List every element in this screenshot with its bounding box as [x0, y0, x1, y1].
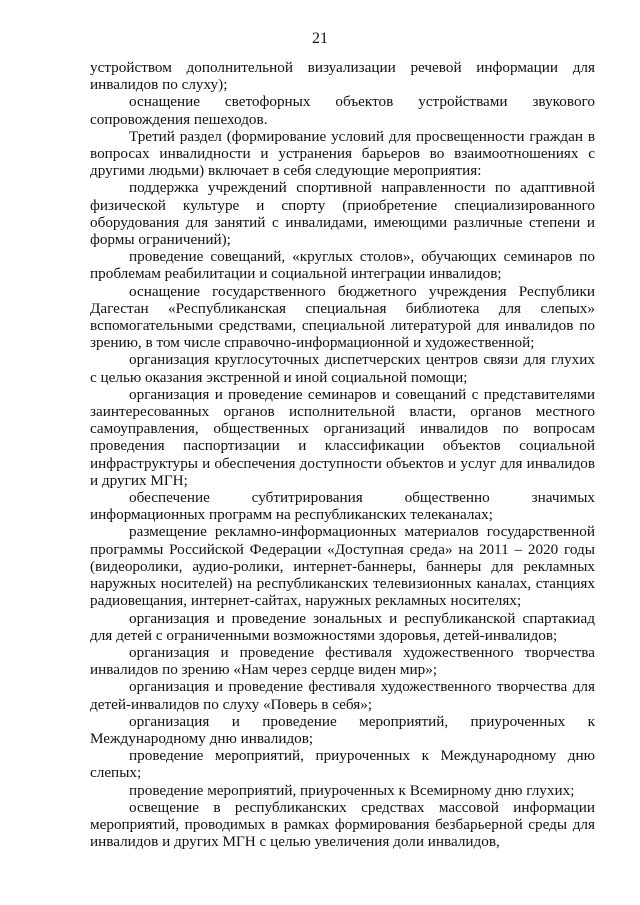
paragraph: оснащение светофорных объектов устройствами звукового сопровождения пешеходов.	[90, 93, 595, 128]
paragraph: проведение мероприятий, приуроченных к Всемирному дню глухих;	[129, 781, 575, 799]
paragraph: проведение мероприятий, приуроченных к Международному дню слепых;	[90, 747, 595, 782]
paragraph: организация и проведение семинаров и совещаний с представителями заинтересованных органов исполнительной власти, органов местного самоуправления, общественных организаций инвалидов по вопросам проведения паспортизации и классификации объектов социальной инфраструктуры и обеспечения доступности объектов и услуг для инвалидов и других МГН;	[90, 385, 595, 489]
page-number: 21	[312, 30, 328, 47]
paragraph: проведение совещаний, «круглых столов», обучающих семинаров по проблемам реабилитации и социальной интеграции инвалидов;	[90, 248, 595, 283]
paragraph: организация круглосуточных диспетчерских центров связи для глухих с целью оказания экстренной и иной социальной помощи;	[90, 351, 595, 386]
paragraph: устройством дополнительной визуализации речевой информации для инвалидов по слуху);	[90, 59, 595, 94]
paragraph: обеспечение субтитрирования общественно значимых информационных программ на республиканских телеканалах;	[90, 489, 595, 524]
body-text	[90, 59, 595, 850]
paragraph: поддержка учреждений спортивной направленности по адаптивной физической культуре и спорту (приобретение специализированного оборудования для занятий с инвалидами, имеющими различные степени и формы ограничений);	[90, 179, 595, 249]
paragraph: Третий раздел (формирование условий для просвещенности граждан в вопросах инвалидности и устранения барьеров во взаимоотношениях с другими людьми) включает в себя следующие мероприятия:	[90, 127, 595, 180]
paragraph: размещение рекламно-информационных материалов государственной программы Российской Федерации «Доступная среда» на 2011 – 2020 годы (видеоролики, аудио-ролики, интернет-баннеры, баннеры для рекламных наружных носителей) на республиканских телевизионных каналах, станциях радиовещания, интернет-сайтах, наружных рекламных носителях;	[90, 523, 595, 610]
paragraph: организация и проведение мероприятий, приуроченных к Международному дню инвалидов;	[90, 712, 595, 747]
paragraph: организация и проведение фестиваля художественного творчества инвалидов по зрению «Нам через сердце виден мир»;	[90, 643, 595, 679]
paragraph: освещение в республиканских средствах массовой информации мероприятий, проводимых в рамках формирования безбарьерной среды для инвалидов и других МГН с целью увеличения доли инвалидов,	[90, 798, 595, 851]
paragraph: оснащение государственного бюджетного учреждения Республики Дагестан «Республиканская специальная библиотека для слепых» вспомогательными средствами, специальной литературой для инвалидов по зрению, в том числе справочно-информационной и художественной;	[90, 282, 595, 352]
paragraph: организация и проведение зональных и республиканской спартакиад для детей с ограниченными возможностями здоровья, детей-инвалидов;	[90, 609, 595, 644]
paragraph: организация и проведение фестиваля художественного творчества для детей-инвалидов по слуху «Поверь в себя»;	[90, 678, 595, 713]
